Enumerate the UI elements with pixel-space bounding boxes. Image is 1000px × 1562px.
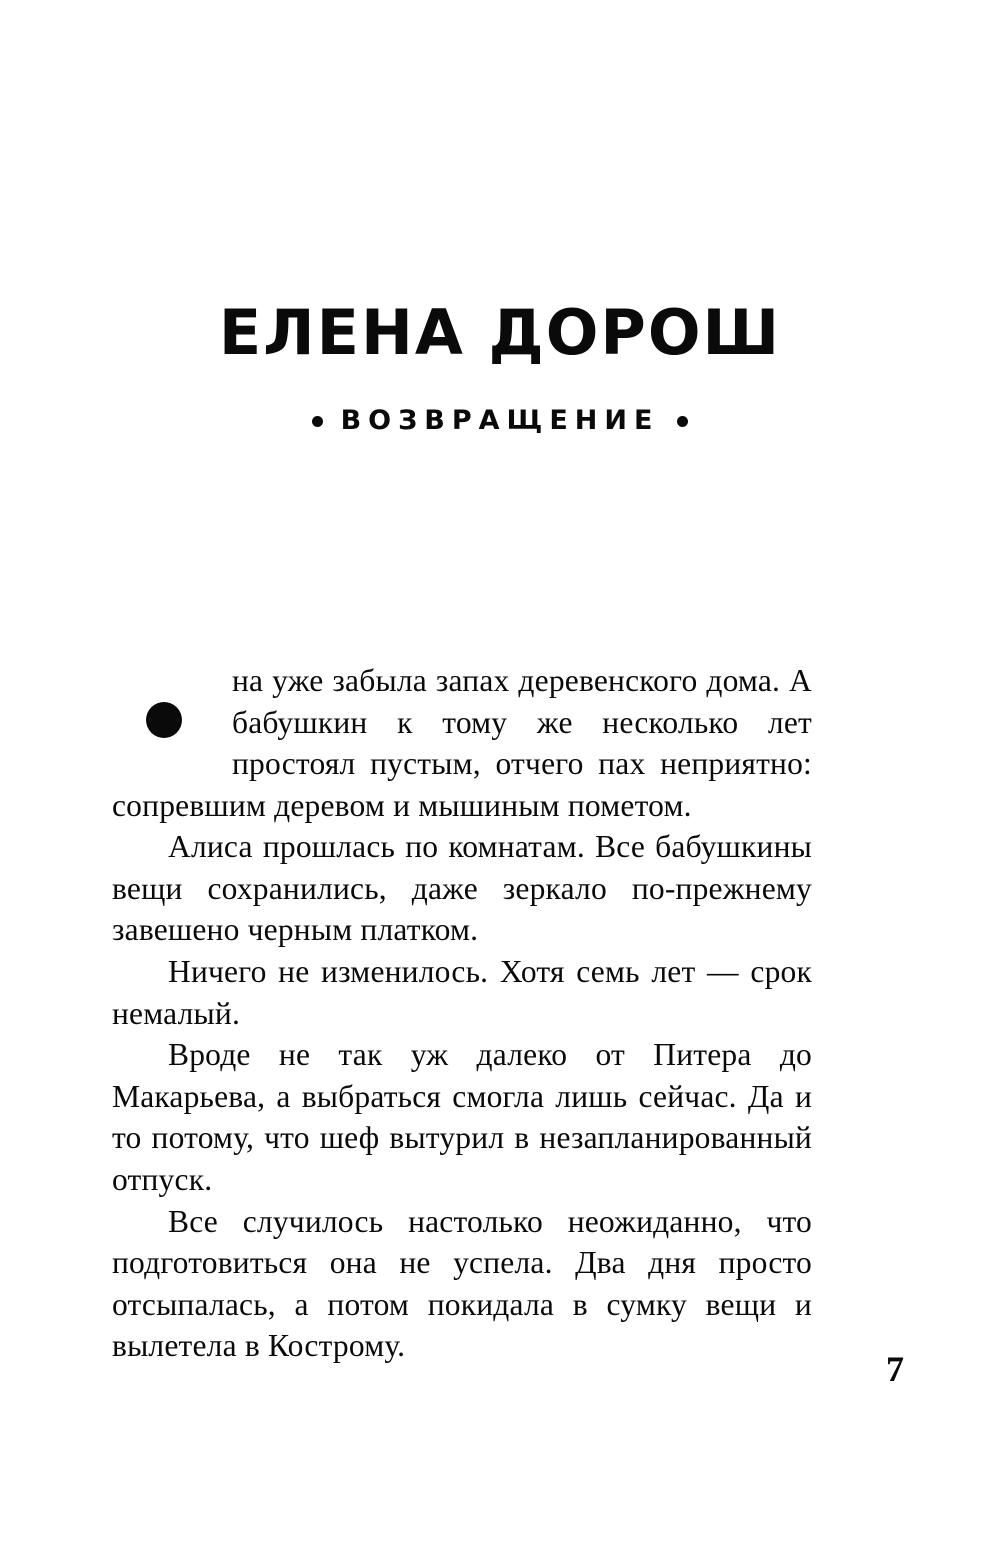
paragraph-2: Алиса прошлась по комнатам. Все бабушкины вещи сохранились, даже зеркало по-прежнему завешено черным платком. <box>112 829 812 948</box>
paragraph-5: Все случилось настолько неожиданно, что подготовиться она не успела. Два дня просто отсыпалась, а потом покидала в сумку вещи и вылетела в Кострому. <box>112 1203 812 1364</box>
series-title-line <box>0 405 1000 436</box>
bullet-dot-left-icon <box>312 416 323 427</box>
bullet-dot-right-icon <box>677 416 688 427</box>
drop-cap-o-icon <box>112 668 216 772</box>
paragraph-1: на уже забыла запах деревенского дома. А бабушкин к тому же несколько лет простоял пустым, отчего пах неприятно: сопревшим деревом и мышиным пометом. <box>112 663 812 823</box>
title-block <box>0 296 1000 437</box>
series-title: ВОЗВРАЩЕНИЕ <box>340 405 660 437</box>
paragraph-3: Ничего не изменилось. Хотя семь лет — срок немалый. <box>112 954 812 1031</box>
page-number: 7 <box>886 1349 904 1389</box>
body-text <box>112 660 812 1367</box>
author-name: ЕЛЕНА ДОРОШ <box>218 296 782 369</box>
paragraph-4: Вроде не так уж далеко от Питера до Макарьева, а выбраться смогла лишь сейчас. Да и то потому, что шеф вытурил в незапланированный отпуск. <box>112 1037 812 1197</box>
